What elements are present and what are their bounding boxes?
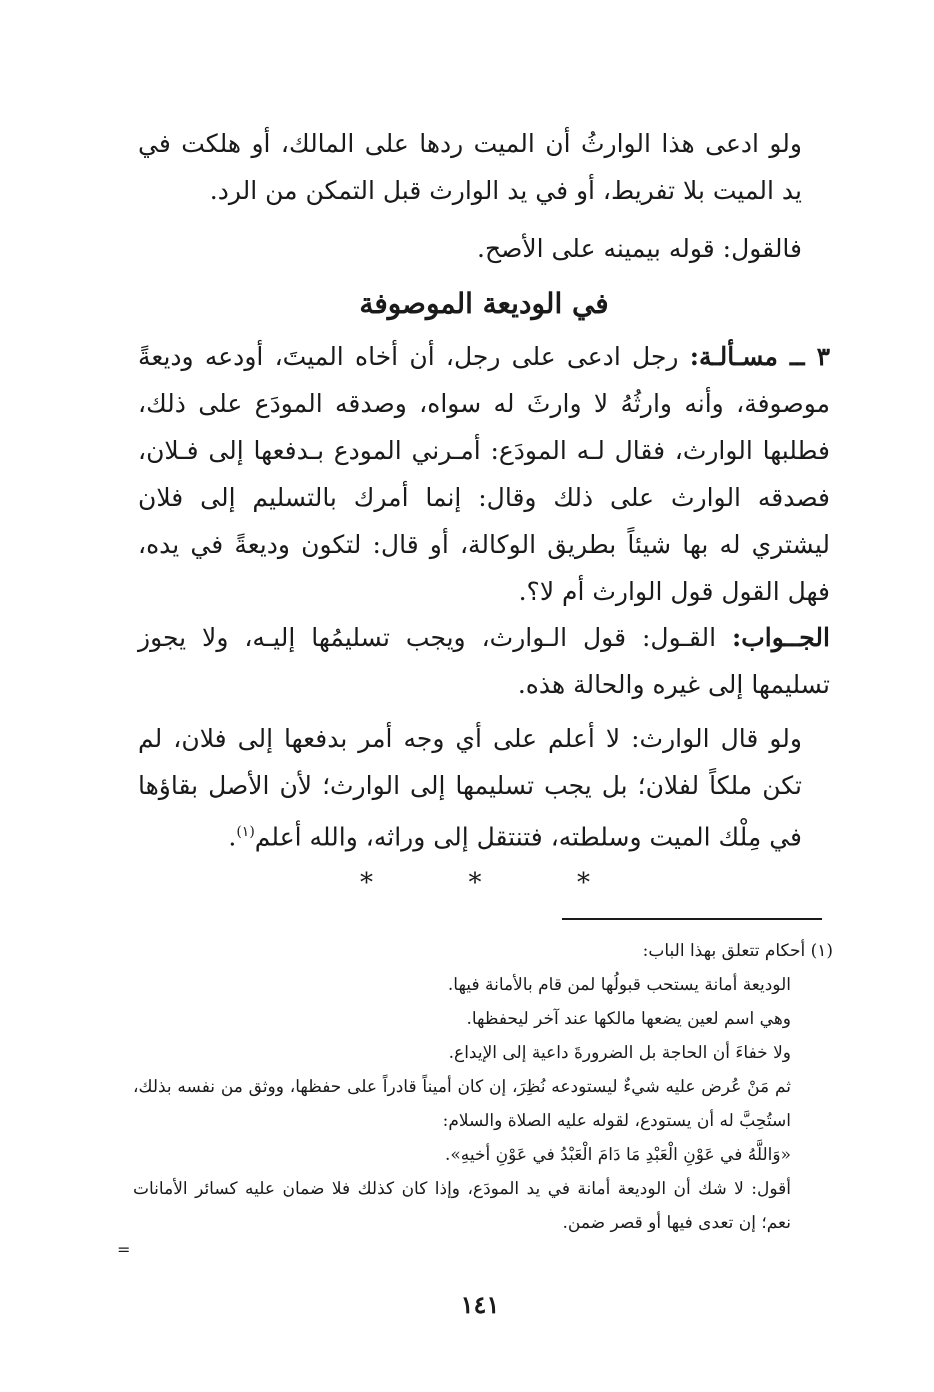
answer-paragraph [138,614,830,708]
closing-text [138,715,830,860]
closing-paragraph [138,715,830,860]
question-lead: ٣ ــ مسـألـة: [689,342,831,371]
answer-body: القـول: قول الـوارث، ويجب تسليمُها إليـه، ولا يجوز تسليمها إلى غيره والحالة هذه. [138,623,830,699]
separator-star: * [360,868,373,898]
closing-body: ولو قال الوارث: لا أعلم على أي وجه أمر بدفعها إلى فلان، لم تكن ملكاً لفلان؛ بل يجب تسليمها إلى الوارث؛ لأن الأصل بقاؤها في مِلْك الميت وسلطته، فتنتقل إلى وراثه، والله أعلم [138,724,802,852]
continuation-mark: = [117,1240,131,1259]
footnote-line: «وَاللَّهُ في عَوْنِ الْعَبْدِ مَا دَامَ الْعَبْدُ في عَوْنِ أخيهِ». [444,1145,791,1165]
footnotes [133,934,833,1240]
footnote-line: أقول: لا شك أن الوديعة أمانة في يد المودَع، وإذا كان كذلك فلا ضمان عليه كسائر الأمانات نعم؛ إن تعدى فيها أو قصر ضمن. [133,1179,791,1233]
footnote-number: (١) [810,941,833,961]
question-text [138,333,830,615]
answer-lead: الجــواب: [732,623,830,652]
footnote-line [133,934,833,968]
separator-star: * [468,868,482,898]
opening-paragraph [138,120,830,214]
page-number: ١٤١ [460,1290,500,1319]
question-body: رجل ادعى على رجل، أن أخاه الميتَ، أودعه وديعةً موصوفة، وأنه وارثُهُ لا وارثَ له سواه، وصدقه المودَع على ذلك، فطلبها الوارث، فقال لـه المودَع: أمـرني المودع بـدفعها إلى فـلان، فصدقه الوارث على ذلك وقال: إنما أمرك بالتسليم إلى فلان ليشتري له بها شيئاً بطريق الوكالة، أو قال: لتكون وديعةً في يده، فهل القول قول الوارث أم لا؟. [138,342,830,606]
paragraph-text: ولو ادعى هذا الوارثُ أن الميت ردها على المالك، أو هلكت في يد الميت بلا تفريط، أو في يد الوارث قبل التمكن من الرد. [138,129,802,205]
footnote-line: ولا خفاءَ أن الحاجة بل الضرورةَ داعية إلى الإيداع. [448,1043,791,1063]
footnote-text: أحكام تتعلق بهذا الباب: [642,941,806,961]
footnote-line: ثم مَنْ عُرض عليه شيءٌ ليستودعه نُظِرَ، إن كان أميناً قادراً على حفظها، ووثق من نفسه بذلك، استُحِبَّ له أن يستودع، لقوله عليه الصلاة والسلام: [133,1077,791,1131]
answer-text [138,614,830,708]
closing-end: . [228,822,237,852]
paragraph-text: فالقول: قوله بيمينه على الأصح. [477,234,802,263]
question-paragraph [138,333,830,615]
separator-star: * [577,868,590,898]
ruling-paragraph [138,225,830,272]
footnote-rule [562,918,822,920]
section-separator [360,868,590,898]
section-heading: في الوديعة الموصوفة [359,287,609,320]
footnote-line: وهي اسم لعين يضعها مالكها عند آخر ليحفظها. [466,1009,791,1029]
footnote-line: الوديعة أمانة يستحب قبولُها لمن قام بالأمانة فيها. [447,975,791,995]
footnote-reference: (١) [236,824,255,840]
